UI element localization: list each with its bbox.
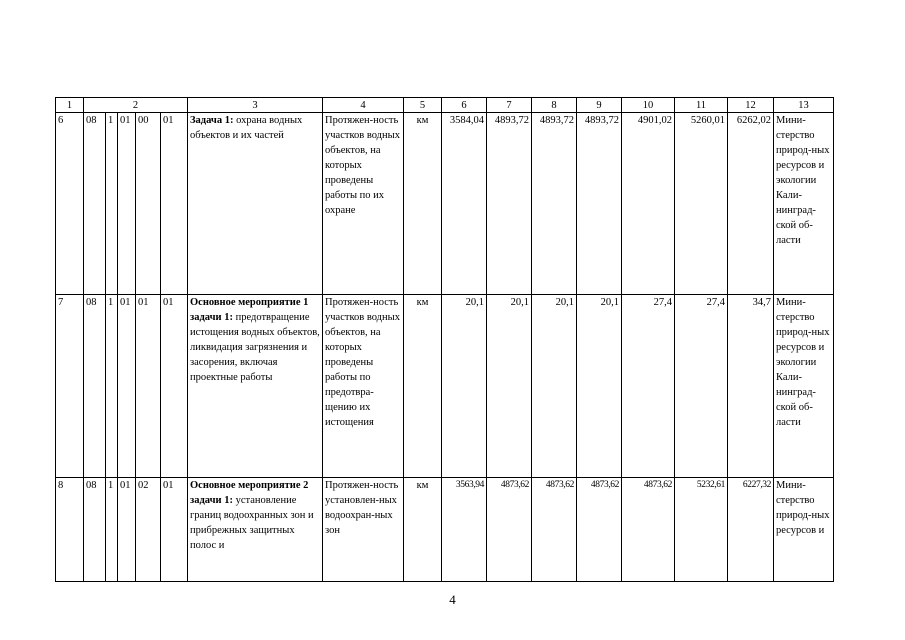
- responsible-executor: Мини-стерство природ-ных ресурсов и экологии Кали-нинград-ской об-ласти: [774, 295, 834, 478]
- value-cell: 3584,04: [442, 113, 487, 295]
- table-row: [56, 113, 834, 295]
- code-cell: 01: [161, 295, 188, 478]
- indicator-name: Протяжен-ность установлен-ных водоохран-ных зон: [323, 478, 404, 582]
- value-cell: 34,7: [728, 295, 774, 478]
- responsible-executor: Мини-стерство природ-ных ресурсов и: [774, 478, 834, 582]
- header-col-11: 11: [675, 98, 728, 113]
- header-col-7: 7: [487, 98, 532, 113]
- code-cell: 01: [118, 478, 136, 582]
- indicator-name: Протяжен-ность участков водных объектов, на которых проведены работы по предотвра-щению их истощения: [323, 295, 404, 478]
- code-cell: 08: [84, 295, 106, 478]
- value-cell: 27,4: [622, 295, 675, 478]
- row-number: 6: [56, 113, 84, 295]
- header-col-2: 2: [84, 98, 188, 113]
- unit-cell: км: [404, 478, 442, 582]
- table-row: [56, 295, 834, 478]
- header-col-10: 10: [622, 98, 675, 113]
- code-cell: 01: [161, 113, 188, 295]
- code-cell: 01: [161, 478, 188, 582]
- code-cell: 01: [118, 113, 136, 295]
- task-title: Задача 1:: [190, 115, 234, 126]
- header-col-6: 6: [442, 98, 487, 113]
- value-cell: 5260,01: [675, 113, 728, 295]
- value-cell: 4873,62: [577, 478, 622, 582]
- code-cell: 1: [106, 478, 118, 582]
- value-cell: 4873,62: [487, 478, 532, 582]
- code-cell: 01: [136, 295, 161, 478]
- value-cell: 20,1: [442, 295, 487, 478]
- value-cell: 6227,32: [728, 478, 774, 582]
- value-cell: 20,1: [532, 295, 577, 478]
- task-description: [188, 113, 323, 295]
- value-cell: 6262,02: [728, 113, 774, 295]
- header-col-1: 1: [56, 98, 84, 113]
- header-col-13: 13: [774, 98, 834, 113]
- unit-cell: км: [404, 295, 442, 478]
- code-cell: 08: [84, 113, 106, 295]
- program-indicators-table: [55, 97, 834, 582]
- header-col-9: 9: [577, 98, 622, 113]
- value-cell: 20,1: [577, 295, 622, 478]
- value-cell: 4893,72: [532, 113, 577, 295]
- value-cell: 4873,62: [532, 478, 577, 582]
- row-number: 7: [56, 295, 84, 478]
- value-cell: 4873,62: [622, 478, 675, 582]
- value-cell: 3563,94: [442, 478, 487, 582]
- code-cell: 00: [136, 113, 161, 295]
- code-cell: 01: [118, 295, 136, 478]
- table-row: [56, 478, 834, 582]
- indicator-name: Протяжен-ность участков водных объектов, на которых проведены работы по их охране: [323, 113, 404, 295]
- task-description: [188, 478, 323, 582]
- task-text: установление границ водоохранных зон и прибрежных защитных полос и: [190, 495, 314, 551]
- value-cell: 27,4: [675, 295, 728, 478]
- task-text: охрана водных объектов и их частей: [190, 115, 303, 141]
- value-cell: 5232,61: [675, 478, 728, 582]
- task-text: предотвращение истощения водных объектов, ликвидация загрязнения и засорения, включая проектные работы: [190, 312, 320, 383]
- header-col-4: 4: [323, 98, 404, 113]
- unit-cell: км: [404, 113, 442, 295]
- code-cell: 1: [106, 113, 118, 295]
- task-title: Основное мероприятие 2 задачи 1:: [190, 480, 309, 506]
- responsible-executor: Мини-стерство природ-ных ресурсов и экологии Кали-нинград-ской об-ласти: [774, 113, 834, 295]
- page-number: 4: [449, 592, 456, 607]
- code-cell: 1: [106, 295, 118, 478]
- task-title: Основное мероприятие 1 задачи 1:: [190, 297, 309, 323]
- value-cell: 4893,72: [577, 113, 622, 295]
- value-cell: 4893,72: [487, 113, 532, 295]
- header-col-3: 3: [188, 98, 323, 113]
- code-cell: 02: [136, 478, 161, 582]
- column-number-header: [56, 98, 834, 113]
- code-cell: 08: [84, 478, 106, 582]
- header-col-5: 5: [404, 98, 442, 113]
- header-col-12: 12: [728, 98, 774, 113]
- header-col-8: 8: [532, 98, 577, 113]
- value-cell: 4901,02: [622, 113, 675, 295]
- value-cell: 20,1: [487, 295, 532, 478]
- task-description: [188, 295, 323, 478]
- row-number: 8: [56, 478, 84, 582]
